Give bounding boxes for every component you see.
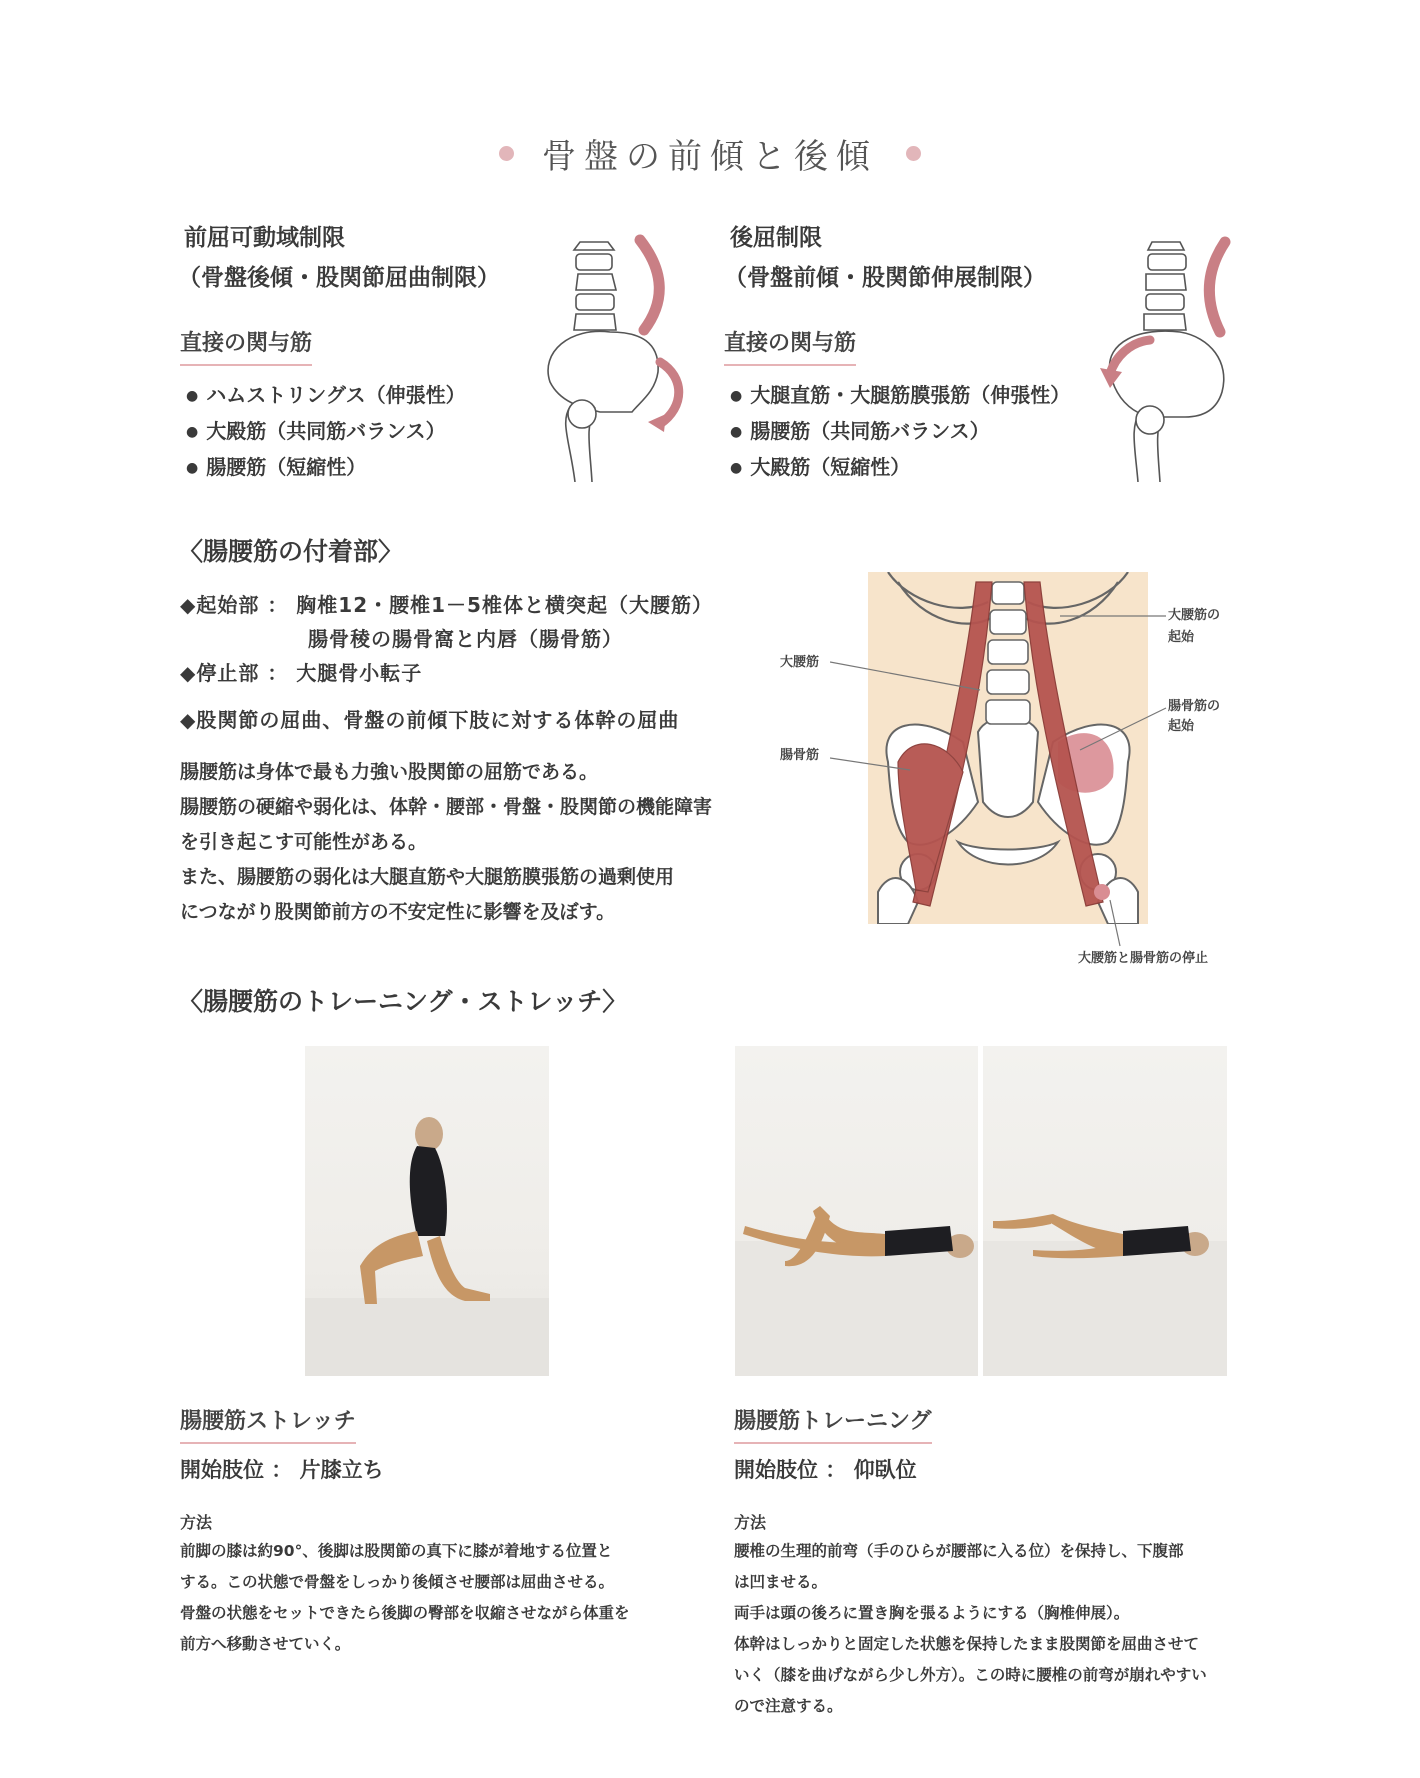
label-insertion: 大腰筋と腸骨筋の停止 bbox=[1078, 951, 1209, 966]
paragraph-line: 腸腰筋は身体で最も力強い股関節の屈筋である。 bbox=[180, 761, 599, 783]
right-muscles-heading: 直接の関与筋 bbox=[724, 326, 856, 366]
label-iliacus-origin-line1: 腸骨筋の bbox=[1168, 699, 1221, 714]
paragraph-line: また、腸腰筋の弱化は大腿直筋や大腿筋膜張筋の過剰使用 bbox=[180, 866, 675, 888]
title-dot-left bbox=[499, 146, 514, 161]
label-iliacus: 腸骨筋 bbox=[780, 748, 820, 763]
back-bend-subheading: （骨盤前傾・股関節伸展制限） bbox=[724, 265, 1046, 291]
stretch-method-label: 方法 bbox=[180, 1513, 213, 1532]
stretch-start-position: 開始肢位 ： 片膝立ち bbox=[180, 1458, 384, 1482]
back-bend-heading: 後屈制限 bbox=[730, 225, 822, 251]
page-title: 骨盤の前傾と後傾 bbox=[542, 136, 878, 177]
training-photo-2 bbox=[983, 1046, 1227, 1376]
method-line: 腰椎の生理的前弯（手のひらが腰部に入る位）を保持し、下腹部 bbox=[734, 1542, 1184, 1560]
page-title-row bbox=[0, 128, 1420, 178]
supine-figure-icon bbox=[735, 1046, 978, 1376]
training-heading: 〈腸腰筋のトレーニング・ストレッチ〉 bbox=[178, 987, 628, 1016]
training-method bbox=[734, 1536, 1207, 1722]
label-psoas-major: 大腰筋 bbox=[780, 655, 820, 670]
forward-bend-subheading: （骨盤後傾・股関節屈曲制限） bbox=[178, 265, 500, 291]
pelvis-anterior-tilt-illustration bbox=[1090, 232, 1240, 482]
left-muscles-heading: 直接の関与筋 bbox=[180, 326, 312, 366]
forward-bend-heading: 前屈可動域制限 bbox=[184, 225, 345, 251]
kneeling-figure-icon bbox=[305, 1046, 549, 1376]
method-line: は凹ませる。 bbox=[734, 1573, 828, 1591]
method-line: ので注意する。 bbox=[734, 1697, 843, 1715]
title-dot-right bbox=[906, 146, 921, 161]
paragraph-line: につながり股関節前方の不安定性に影響を及ぼす。 bbox=[180, 901, 616, 923]
attachment-heading: 〈腸腰筋の付着部〉 bbox=[178, 537, 404, 566]
method-line: 前方へ移動させていく。 bbox=[180, 1635, 351, 1653]
training-method-label: 方法 bbox=[734, 1513, 767, 1532]
method-line: 両手は頭の後ろに置き胸を張るようにする（胸椎伸展）。 bbox=[734, 1604, 1130, 1622]
method-line: 体幹はしっかりと固定した状態を保持したまま股関節を屈曲させて bbox=[734, 1635, 1200, 1653]
list-item: ● 大殿筋（短縮性） bbox=[730, 450, 1070, 486]
paragraph-line: を引き起こす可能性がある。 bbox=[180, 831, 428, 853]
stretch-method bbox=[180, 1536, 630, 1660]
training-photo-1 bbox=[735, 1046, 978, 1376]
label-iliacus-origin-line2: 起始 bbox=[1168, 719, 1195, 734]
attachment-paragraph bbox=[180, 755, 712, 930]
back-bend-limit-block bbox=[724, 218, 1046, 298]
paragraph-line: 腸腰筋の硬縮や弱化は、体幹・腰部・骨盤・股関節の機能障害 bbox=[180, 796, 713, 818]
insertion-line: ◆停止部 ： 大腿骨小転子 bbox=[180, 661, 423, 685]
list-item: ● 大腿直筋・大腿筋膜張筋（伸張性） bbox=[730, 378, 1070, 414]
left-muscle-list bbox=[186, 378, 466, 486]
method-line: 骨盤の状態をセットできたら後脚の臀部を収縮させながら体重を bbox=[180, 1604, 630, 1622]
training-title: 腸腰筋トレーニング bbox=[734, 1404, 932, 1444]
stretch-photo bbox=[305, 1046, 549, 1376]
list-item: ● ハムストリングス（伸張性） bbox=[186, 378, 466, 414]
list-item: ● 腸腰筋（短縮性） bbox=[186, 450, 466, 486]
forward-bend-limit-block bbox=[178, 218, 500, 298]
pelvis-posterior-tilt-illustration bbox=[540, 232, 690, 482]
method-line: する。この状態で骨盤をしっかり後傾させ腰部は屈曲させる。 bbox=[180, 1573, 615, 1591]
label-psoas-origin-line2: 起始 bbox=[1168, 630, 1195, 645]
anatomy-leader-lines bbox=[830, 600, 1170, 960]
action-line: ◆股関節の屈曲、骨盤の前傾下肢に対する体幹の屈曲 bbox=[180, 708, 680, 732]
stretch-title: 腸腰筋ストレッチ bbox=[180, 1404, 356, 1444]
training-start-position: 開始肢位 ： 仰臥位 bbox=[734, 1458, 917, 1482]
method-line: 前脚の膝は約90°、後脚は股関節の真下に膝が着地する位置と bbox=[180, 1542, 613, 1560]
supine-leg-raise-figure-icon bbox=[983, 1046, 1227, 1376]
label-psoas-origin-line1: 大腰筋の bbox=[1168, 608, 1221, 623]
origin-line-1: ◆起始部 ： 胸椎12・腰椎1－5椎体と横突起（大腰筋） bbox=[180, 593, 713, 617]
list-item: ● 腸腰筋（共同筋バランス） bbox=[730, 414, 1070, 450]
list-item: ● 大殿筋（共同筋バランス） bbox=[186, 414, 466, 450]
method-line: いく（膝を曲げながら少し外方）。この時に腰椎の前弯が崩れやすい bbox=[734, 1666, 1207, 1684]
origin-line-2: 腸骨稜の腸骨窩と内唇（腸骨筋） bbox=[308, 627, 623, 651]
right-muscle-list bbox=[730, 378, 1070, 486]
